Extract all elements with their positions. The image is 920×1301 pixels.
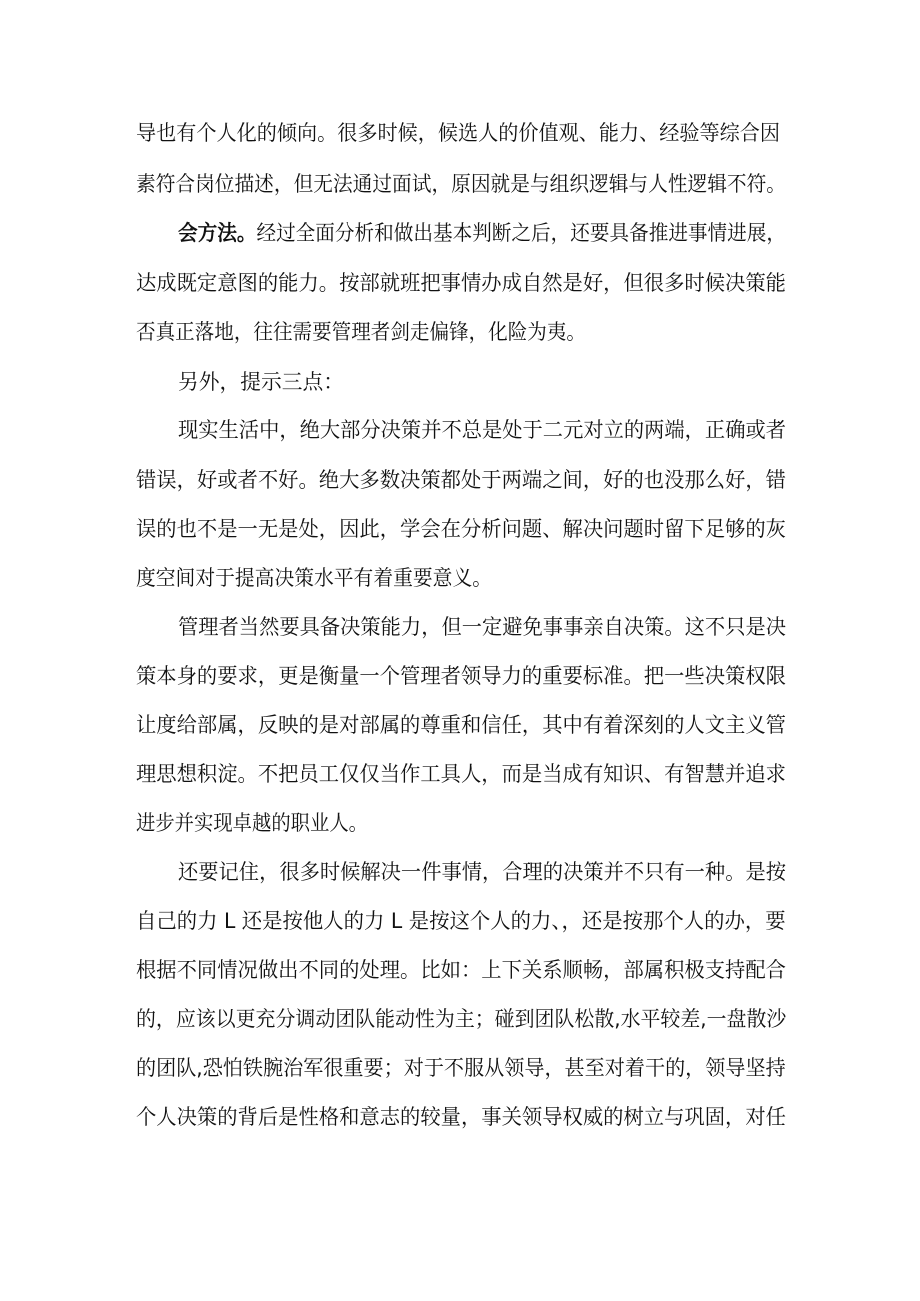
- paragraph-first-line: [178, 218, 786, 248]
- text-line: 误的也不是一无是处，因此，学会在分析问题、解决问题时留下足够的灰: [136, 517, 786, 541]
- text-line: 错误，好或者不好。绝大多数决策都处于两端之间，好的也没那么好，错: [136, 468, 786, 492]
- inline-text: 经过全面分析和做出基本判断之后，还要具备推进事情进展，: [256, 221, 786, 245]
- text-line: 进步并实现卓越的职业人。: [136, 811, 368, 835]
- text-line: 个人决策的背后是性格和意志的较量，事关领导权威的树立与巩固，对任: [136, 1105, 786, 1129]
- text-line: 让度给部属，反映的是对部属的尊重和信任，其中有着深刻的人文主义管: [136, 713, 786, 737]
- text-line: 导也有个人化的倾向。很多时候，候选人的价值观、能力、经验等综合因: [136, 121, 780, 145]
- text-line: 理思想积淀。不把员工仅仅当作工具人，而是当成有知识、有智慧并追求: [136, 762, 786, 786]
- text-line: 另外，提示三点：: [178, 370, 344, 394]
- text-line: 策本身的要求，更是衡量一个管理者领导力的重要标准。把一些决策权限: [136, 664, 786, 688]
- text-line: 度空间对于提高决策水平有着重要意义。: [136, 566, 492, 590]
- text-line: 否真正落地，往往需要管理者剑走偏锋，化险为夷。: [136, 320, 586, 344]
- text-line: 还要记住，很多时候解决一件事情，合理的决策并不只有一种。是按: [178, 860, 786, 884]
- text-line: 达成既定意图的能力。按部就班把事情办成自然是好，但很多时候决策能: [136, 271, 786, 295]
- bold-heading: 会方法。: [178, 221, 257, 245]
- text-line: 的，应该以更充分调动团队能动性为主；碰到团队松散,水平较差,一盘散沙: [136, 1007, 787, 1031]
- text-line: 根据不同情况做出不同的处理。比如：上下关系顺畅，部属积极支持配合: [136, 958, 786, 982]
- text-line: 管理者当然要具备决策能力，但一定避免事事亲自决策。这不只是决: [178, 615, 786, 639]
- text-line: 现实生活中，绝大部分决策并不总是处于二元对立的两端，正确或者: [178, 418, 786, 442]
- text-line: 素符合岗位描述，但无法通过面试，原因就是与组织逻辑与人性逻辑不符。: [136, 172, 786, 196]
- text-line: 的团队,恐怕铁腕治军很重要；对于不服从领导，甚至对着干的，领导坚持: [136, 1056, 786, 1080]
- text-line: 自己的力 L 还是按他人的力 L 是按这个人的力、，还是按那个人的办，要: [136, 909, 786, 933]
